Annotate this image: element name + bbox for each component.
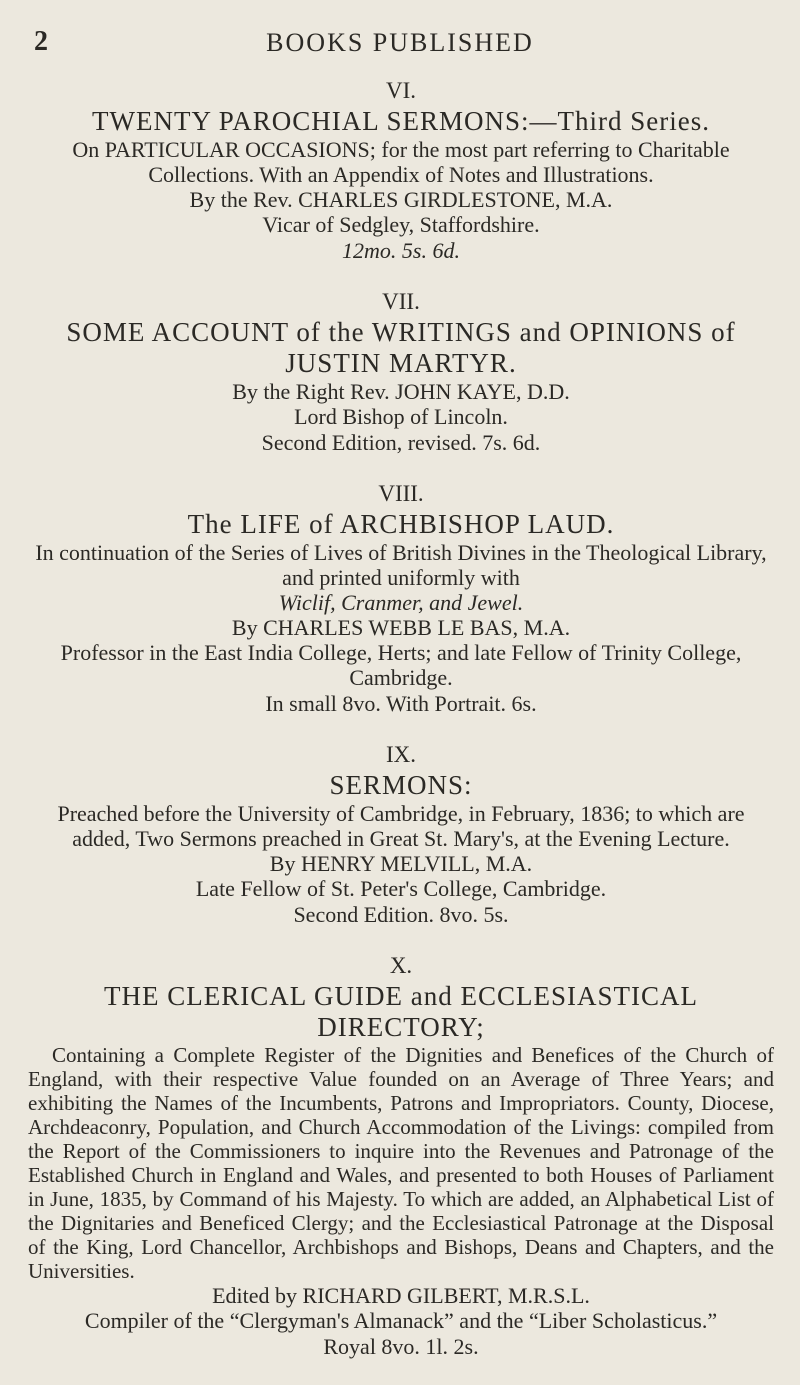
catalogue-entry-ix bbox=[28, 742, 774, 929]
entry-description: Containing a Complete Register of the Dignities and Benefices of the Church of England, with their respective Value founded on an Average of Three Years; and exhibiting the Names of the Incumbents, Patrons and Impropriators. County, Diocese, Archdeaconry, Population, and Church Accommodation of the Livings: compiled from the Report of the Commissioners to inquire into the Revenues and Patronage of the Established Church in England and Wales, and presented to both Houses of Parliament in June, 1835, by Command of his Majesty. To which are added, an Alphabetical List of the Dignitaries and Beneficed Clergy; and the Ecclesiastical Patronage at the Disposal of the King, Lord Chancellor, Archbishops and Bishops, Deans and Chapters, and the Universities. bbox=[28, 1043, 774, 1283]
entry-affiliation: Lord Bishop of Lincoln. bbox=[294, 404, 508, 429]
entry-affiliation: Late Fellow of St. Peter's College, Cambridge. bbox=[195, 876, 607, 901]
entry-format: 12mo. 5s. 6d. bbox=[342, 238, 460, 263]
catalogue-list bbox=[28, 78, 774, 1385]
catalogue-entry-x bbox=[28, 953, 774, 1361]
entry-format: Second Edition. 8vo. 5s. bbox=[293, 902, 509, 927]
entry-author: By the Rev. CHARLES GIRDLESTONE, M.A. bbox=[189, 187, 613, 212]
entry-author: By HENRY MELVILL, M.A. bbox=[269, 851, 533, 876]
entry-title: THE CLERICAL GUIDE and ECCLESIASTICAL DIRECTORY; bbox=[104, 981, 698, 1042]
entry-description: On PARTICULAR OCCASIONS; for the most part referring to Charitable Collections. With an Appendix of Notes and Illustrations. bbox=[72, 137, 730, 187]
entry-format: In small 8vo. With Portrait. 6s. bbox=[265, 691, 537, 716]
entry-author: Edited by RICHARD GILBERT, M.R.S.L. bbox=[212, 1283, 590, 1308]
catalogue-entry-vi bbox=[28, 78, 774, 265]
entry-title: The LIFE of ARCHBISHOP LAUD. bbox=[187, 509, 615, 539]
entry-author: By the Right Rev. JOHN KAYE, D.D. bbox=[232, 379, 570, 404]
entry-title: SERMONS: bbox=[329, 770, 473, 800]
entry-title: TWENTY PAROCHIAL SERMONS:—Third Series. bbox=[92, 106, 710, 136]
entry-number: VI. bbox=[385, 78, 417, 103]
entry-title: SOME ACCOUNT of the WRITINGS and OPINIONS of JUSTIN MARTYR. bbox=[66, 317, 736, 378]
entry-description-italic: Wiclif, Cranmer, and Jewel. bbox=[278, 590, 524, 615]
catalogue-entry-vii bbox=[28, 289, 774, 457]
entry-number: IX. bbox=[385, 742, 417, 767]
entry-affiliation: Vicar of Sedgley, Staffordshire. bbox=[262, 212, 540, 237]
entry-format: Royal 8vo. 1l. 2s. bbox=[323, 1334, 479, 1359]
entry-author: By CHARLES WEBB LE BAS, M.A. bbox=[231, 615, 571, 640]
entry-affiliation: Professor in the East India College, Herts; and late Fellow of Trinity College, Cambridge. bbox=[60, 640, 742, 690]
page-header bbox=[0, 26, 800, 66]
entry-number: X. bbox=[389, 953, 413, 978]
entry-description: Preached before the University of Cambridge, in February, 1836; to which are added, Two Sermons preached in Great St. Mary's, at the Evening Lecture. bbox=[57, 801, 745, 851]
entry-number: VIII. bbox=[378, 481, 424, 506]
entry-description: In continuation of the Series of Lives of British Divines in the Theological Library, and printed uniformly with bbox=[35, 540, 767, 590]
entry-number: VII. bbox=[382, 289, 420, 314]
running-title: BOOKS PUBLISHED bbox=[266, 28, 534, 57]
entry-format: Second Edition, revised. 7s. 6d. bbox=[261, 430, 541, 455]
catalogue-entry-viii bbox=[28, 481, 774, 718]
page-number: 2 bbox=[34, 26, 48, 57]
entry-affiliation: Compiler of the “Clergyman's Almanack” and the “Liber Scholasticus.” bbox=[84, 1308, 718, 1333]
